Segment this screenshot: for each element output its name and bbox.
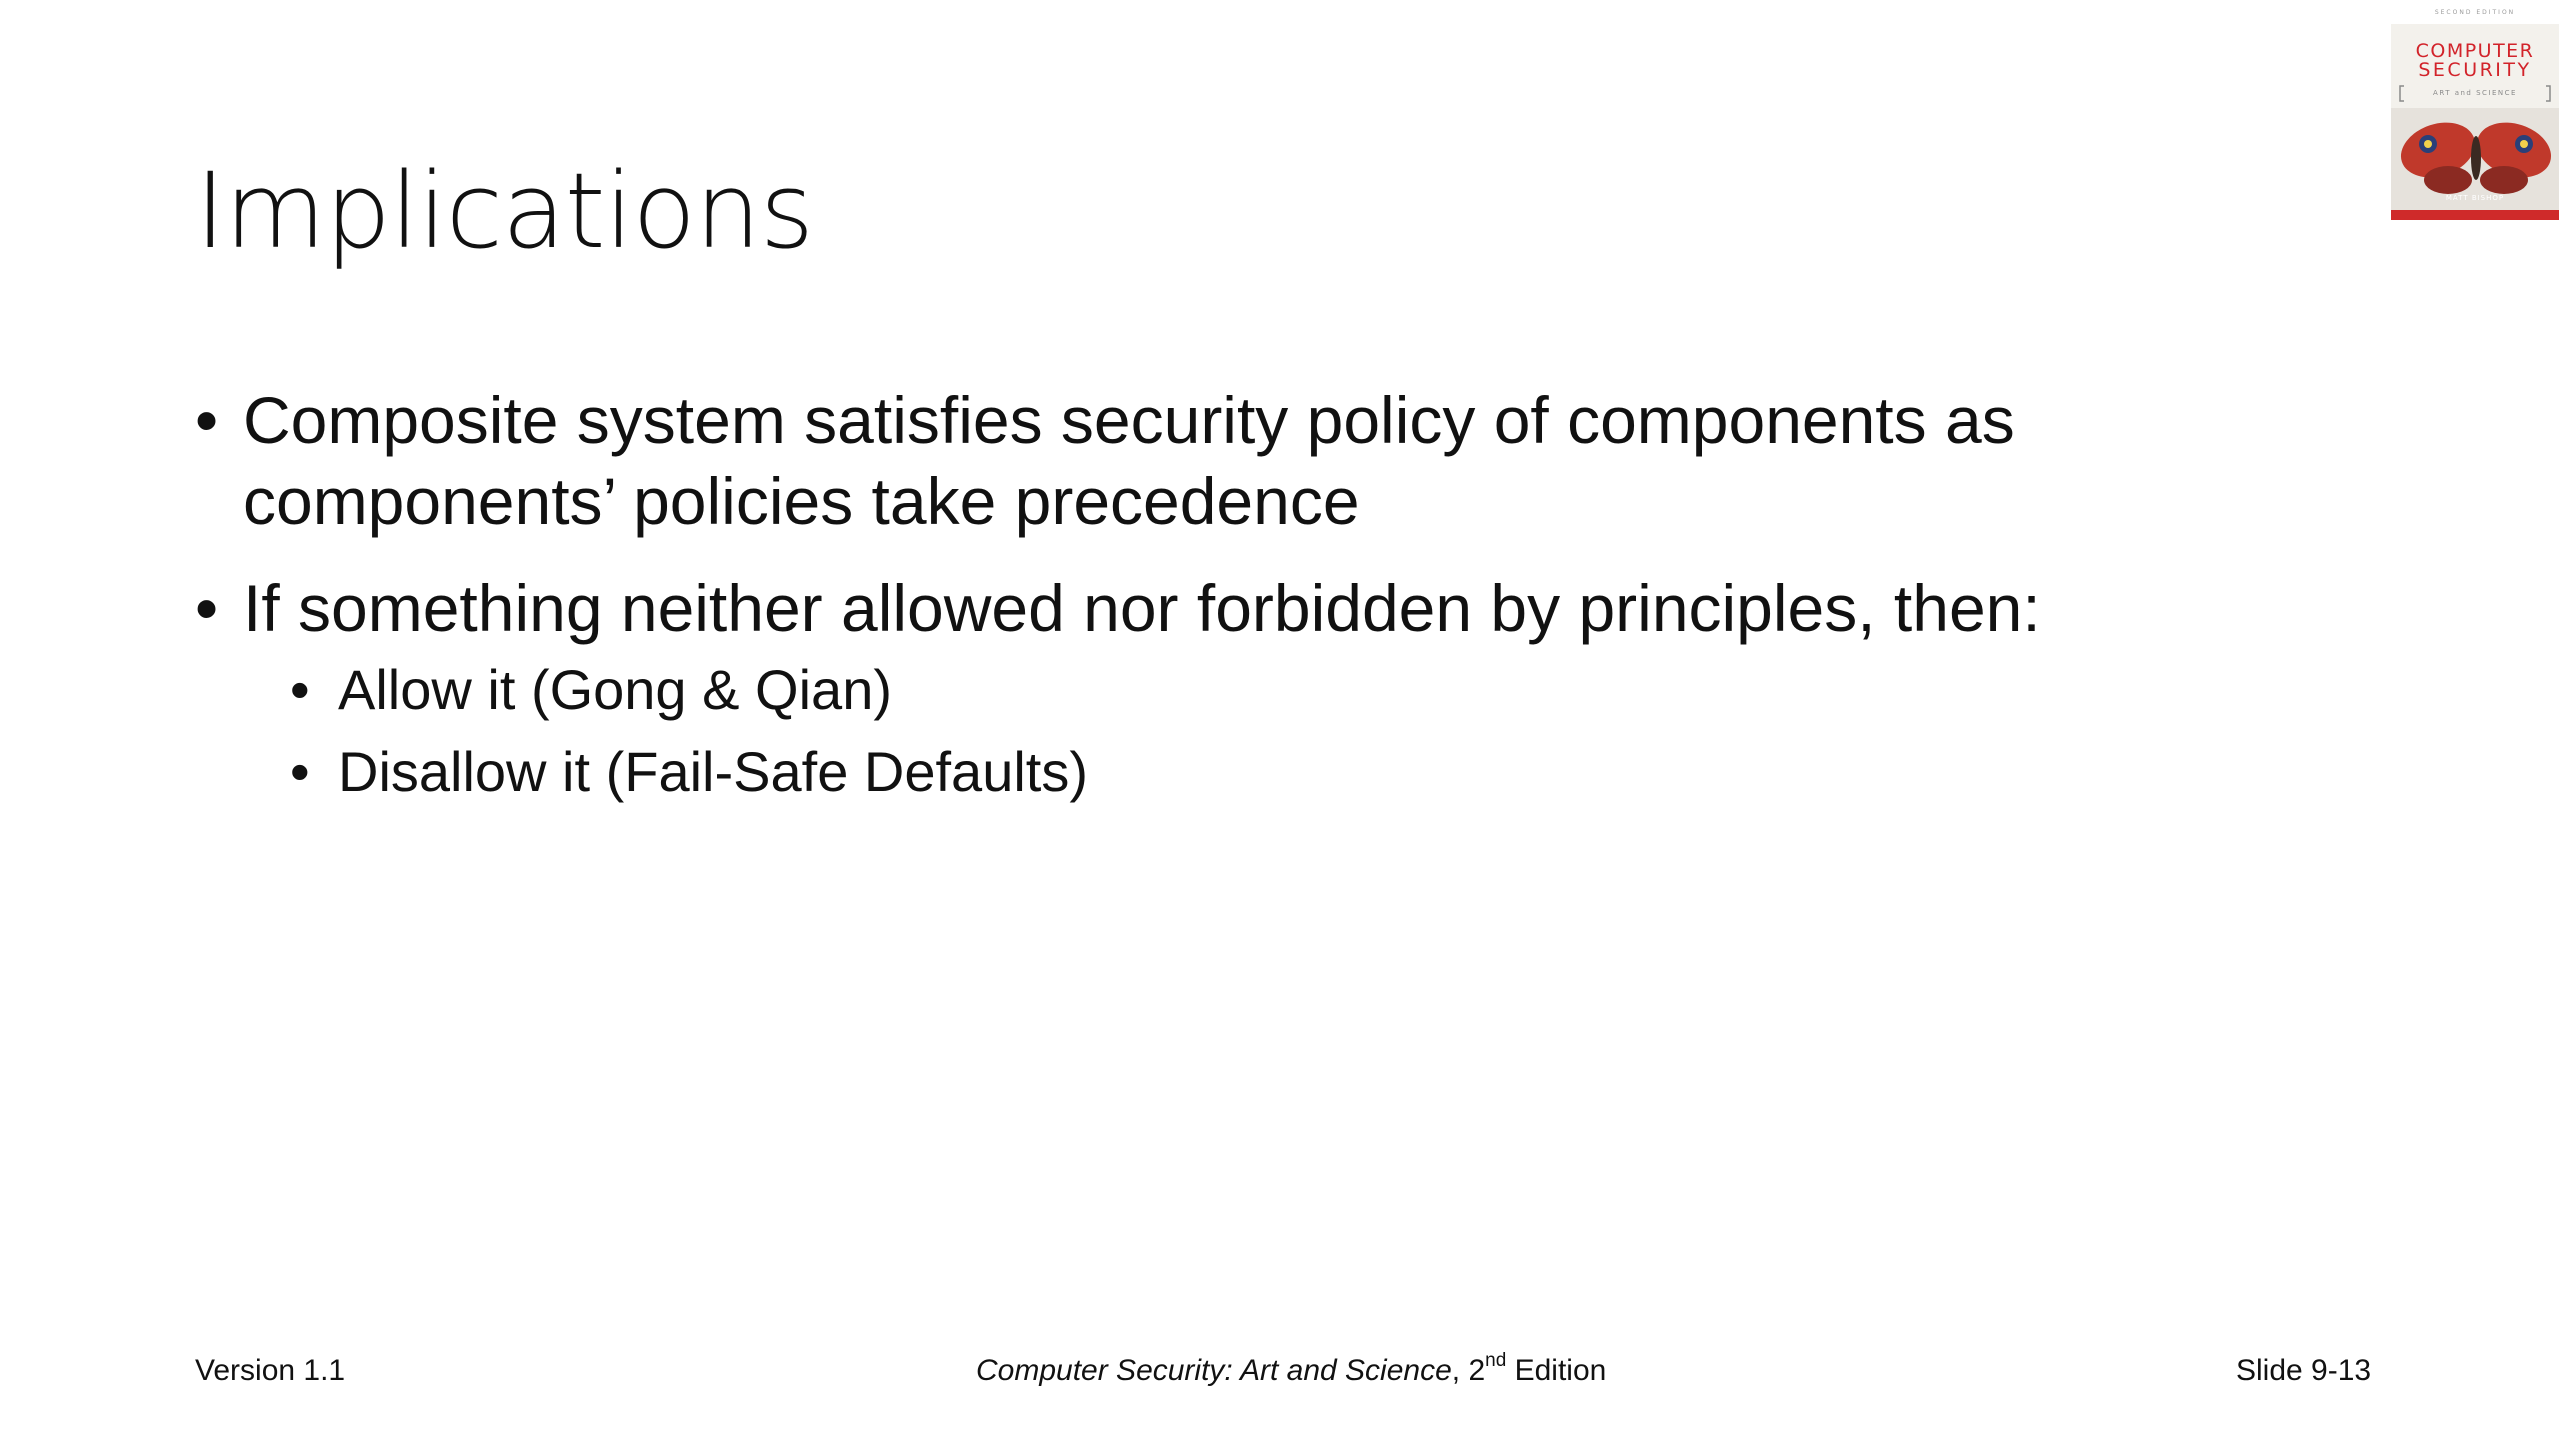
slide-title: Implications: [195, 150, 814, 272]
book-cover-image: [2390, 0, 2560, 220]
book-cover-graphic: [2390, 0, 2560, 220]
bullet-list: [195, 380, 2345, 813]
butterfly-body: [2471, 136, 2481, 180]
footer-version: Version 1.1: [195, 1354, 346, 1387]
footer-slide-number: Slide 9-13: [2236, 1354, 2372, 1387]
footer-edition-suffix: nd: [1485, 1350, 1507, 1371]
cover-author: MATT BISHOP: [2445, 194, 2505, 202]
footer-book-title: Computer Security: Art and Science: [976, 1354, 1452, 1387]
butterfly-hindwing-left: [2424, 166, 2472, 194]
cover-top-line: SECOND EDITION: [2434, 9, 2516, 16]
footer-book-reference: [976, 1350, 1607, 1388]
cover-title-line1: COMPUTER: [2415, 40, 2535, 62]
sub-bullet-item: [195, 731, 2345, 813]
cover-title-line2: SECURITY: [2418, 59, 2532, 81]
cover-subtitle: ART and SCIENCE: [2433, 89, 2517, 97]
sub-bullet-list: [195, 649, 2345, 813]
bullet-item: [195, 380, 2345, 542]
bullet-item: [195, 568, 2345, 649]
footer-edition-word: Edition: [1506, 1354, 1607, 1387]
butterfly-hindwing-right: [2480, 166, 2528, 194]
sub-bullet-dot: •: [290, 740, 310, 803]
butterfly-eyespot-right-center: [2520, 140, 2528, 148]
sub-bullet-text: Disallow it (Fail-Safe Defaults): [338, 740, 1088, 803]
butterfly-eyespot-left-center: [2424, 140, 2432, 148]
sub-bullet-dot: •: [290, 658, 310, 721]
bullet-dot: •: [195, 571, 219, 645]
sub-bullet-text: Allow it (Gong & Qian): [338, 658, 892, 721]
bullet-text: Composite system satisfies security policy of components as components’ policies take precedence: [243, 383, 2015, 538]
cover-bottom-band: [2391, 210, 2559, 220]
bullet-dot: •: [195, 383, 219, 457]
bullet-text: If something neither allowed nor forbidden by principles, then:: [243, 571, 2041, 645]
footer-comma: ,: [1451, 1354, 1469, 1387]
sub-bullet-item: [195, 649, 2345, 731]
footer-edition-number: 2: [1468, 1354, 1486, 1387]
